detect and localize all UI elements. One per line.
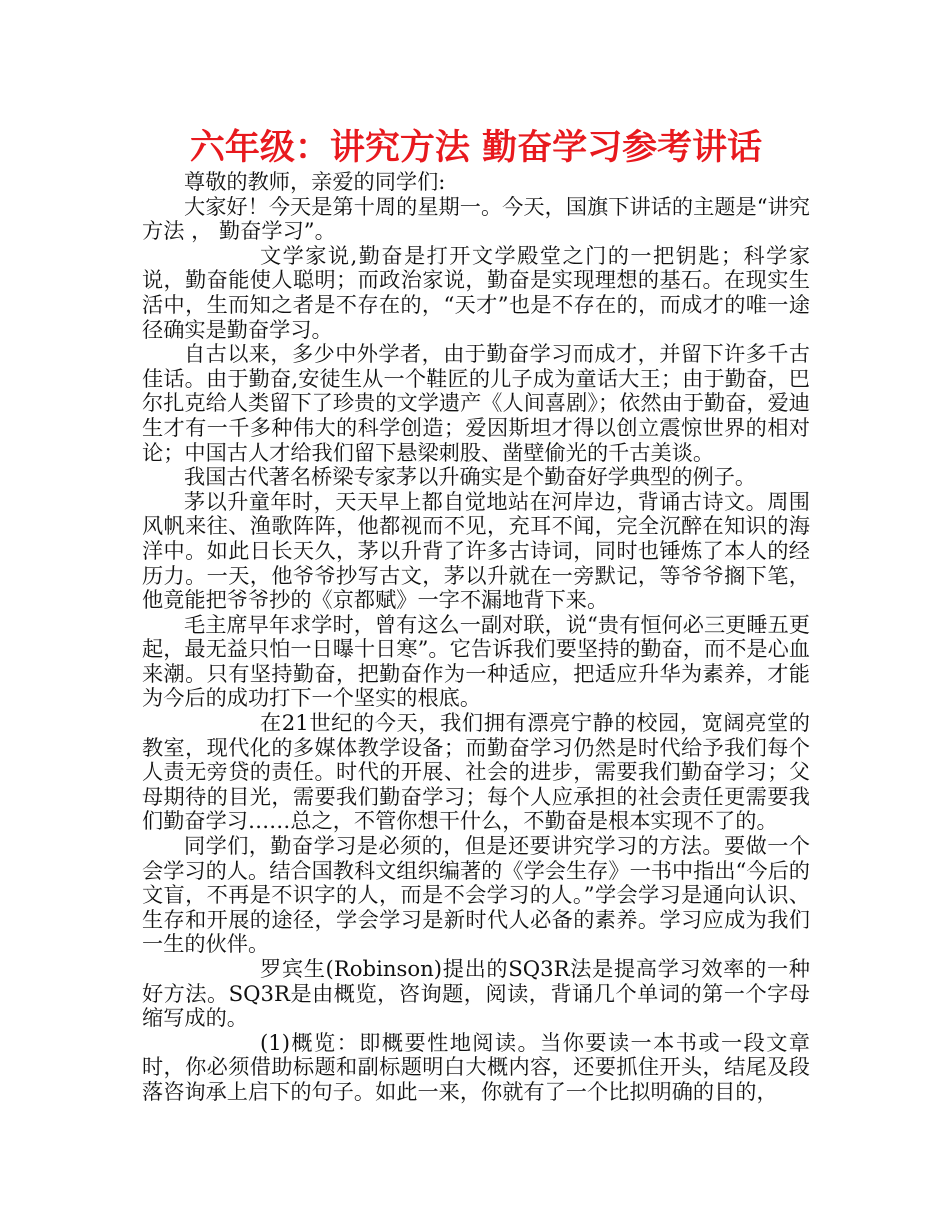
- paragraph-21st-century: 在21世纪的今天，我们拥有漂亮宁静的校园，宽阔亮堂的教室，现代化的多媒体教学设备；而勤奋学习仍然是时代给予我们每个人责无旁贷的责任。时代的开展、社会的进步，需要我们勤奋学习；父母期待的目光，需要我们勤奋学习；每个人应承担的社会责任更需要我们勤奋学习……总之，不管你想干什么，不勤奋是根本实现不了的。: [142, 710, 810, 834]
- paragraph-greeting: 大家好！今天是第十周的星期一。今天，国旗下讲话的主题是“讲究方法 ， 勤奋学习”。: [142, 193, 810, 244]
- document-page: [142, 126, 810, 1105]
- paragraph-mao-yisheng-story: 茅以升童年时，天天早上都自觉地站在河岸边，背诵古诗文。周围风帆来往、渔歌阵阵，他都视而不见，充耳不闻，完全沉醉在知识的海洋中。如此日长天久，茅以升背了许多古诗词，同时也锤炼了本人的经历力。一天，他爷爷抄写古文，茅以升就在一旁默记，等爷爷搁下笔，他竟能把爷爷抄的《京都赋》一字不漏地背下来。: [142, 488, 810, 613]
- paragraph-chairman-mao: 毛主席早年求学时，曾有这么一副对联，说“贵有恒何必三更睡五更起，最无益只怕一日曝十日寒”。它告诉我们要坚持的勤奋，而不是心血来潮。只有坚持勤奋，把勤奋作为一种适应，把适应升华为素养，才能为今后的成功打下一个坚实的根底。: [142, 611, 810, 711]
- paragraph-famous-scholars: 自古以来，多少中外学者，由于勤奋学习而成才，并留下许多千古佳话。由于勤奋,安徒生从一个鞋匠的儿子成为童话大王；由于勤奋，巴尔扎克给人类留下了珍贵的文学遗产《人间喜剧》；依然由于勤奋，爱迪生才有一千多种伟大的科学创造；爱因斯坦才得以创立震惊世界的相对论；中国古人才给我们留下悬梁刺股、凿壁偷光的千古美谈。: [142, 341, 810, 465]
- document-title: 六年级：讲究方法 勤奋学习参考讲话: [189, 128, 763, 168]
- paragraph-diligence-quotes: 文学家说,勤奋是打开文学殿堂之门的一把钥匙；科学家说，勤奋能使人聪明；而政治家说，勤奋是实现理想的基石。在现实生活中，生而知之者是不存在的，“天才”也是不存在的，而成才的唯一途径确实是勤奋学习。: [142, 242, 810, 342]
- paragraph-survey: (1)概览：即概要性地阅读。当你要读一本书或一段文章时，你必须借助标题和副标题明白大概内容，还要抓住开头，结尾及段落咨询承上启下的句子。如此一来，你就有了一个比拟明确的目的，: [142, 1029, 810, 1104]
- paragraph-learning-method: 同学们，勤奋学习是必须的，但是还要讲究学习的方法。要做一个会学习的人。结合国教科文组织编著的《学会生存》一书中指出“今后的文盲，不再是不识字的人，而是不会学习的人。”学会学习是通向认识、生存和开展的途径，学会学习是新时代人必备的素养。学习应成为我们一生的伙伴。: [142, 833, 810, 957]
- paragraph-mao-yisheng-intro: 我国古代著名桥梁专家茅以升确实是个勤奋好学典型的例子。: [184, 464, 757, 490]
- paragraph-salutation: 尊敬的教师，亲爱的同学们:: [184, 169, 446, 194]
- paragraph-sq3r: 罗宾生(Robinson)提出的SQ3R法是提高学习效率的一种好方法。SQ3R是由概览，咨询题，阅读，背诵几个单词的第一个字母缩写成的。: [142, 956, 810, 1031]
